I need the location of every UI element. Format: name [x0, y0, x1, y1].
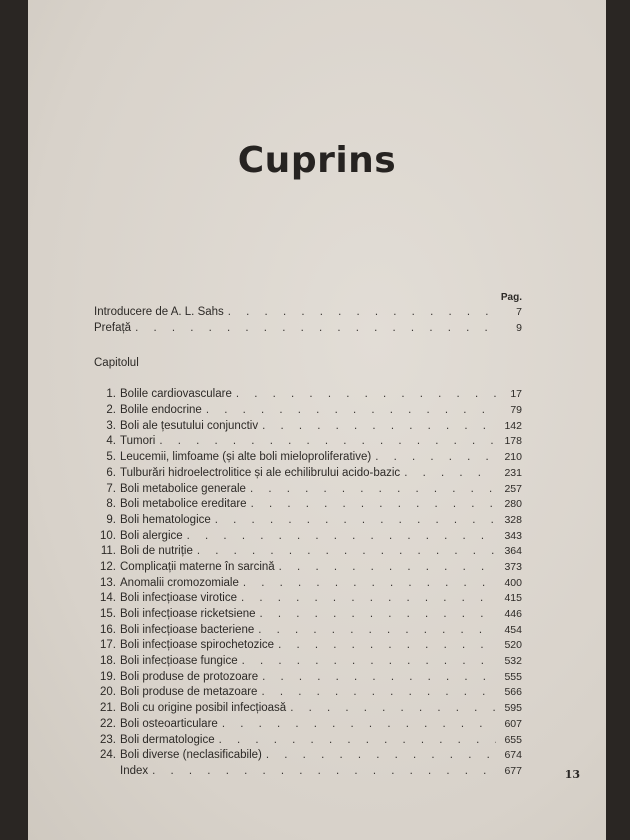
toc-front-entry: [94, 322, 522, 338]
chapter-number: 12.: [100, 560, 116, 573]
leader-dots: [266, 749, 496, 761]
chapter-title: Boli infecțioase virotice: [120, 592, 237, 605]
section-heading: Capitolul: [94, 357, 139, 370]
toc-chapter-entry: [94, 451, 522, 467]
leader-dots: [241, 592, 496, 604]
chapter-page: 415: [504, 592, 522, 605]
toc-chapter-entry: [94, 545, 522, 561]
toc-chapter-entry: [94, 734, 522, 750]
chapter-page: 520: [504, 639, 522, 652]
chapter-title: Tulburări hidroelectrolitice și ale echilibrului acido-bazic: [120, 466, 401, 479]
toc-chapter-entry: [94, 592, 522, 608]
chapter-title: Boli dermatologice: [120, 733, 215, 746]
book-page: [28, 0, 606, 840]
chapter-page: 674: [504, 749, 522, 762]
leader-dots: [243, 577, 496, 589]
leader-dots: [262, 420, 496, 432]
chapter-title: Boli produse de metazoare: [120, 686, 258, 699]
toc-chapter-entry: [94, 655, 522, 671]
toc-chapter-entry: [94, 749, 522, 765]
chapter-page: 142: [504, 419, 522, 432]
page-title: Cuprins: [237, 140, 397, 181]
chapter-number: 11.: [100, 545, 116, 558]
toc-chapter-entry: [94, 702, 522, 718]
leader-dots: [375, 451, 496, 463]
leader-dots: [290, 702, 496, 714]
chapter-page: 555: [504, 670, 522, 683]
toc-chapter-entry: [94, 514, 522, 530]
toc-chapter-entry: [94, 577, 522, 593]
chapter-title: Complicații materne în sarcină: [120, 560, 275, 573]
leader-dots: [219, 734, 496, 746]
chapter-number: 9.: [106, 513, 116, 526]
chapter-page: 79: [510, 404, 522, 417]
chapter-title: Bolile endocrine: [120, 404, 202, 417]
chapter-page: 400: [504, 576, 522, 589]
chapter-page: 607: [504, 717, 522, 730]
chapter-page: 343: [504, 529, 522, 542]
chapter-page: 595: [504, 702, 522, 715]
chapter-title: Boli cu origine posibil infecțioasă: [120, 702, 287, 715]
chapter-title: Anomalii cromozomiale: [120, 576, 239, 589]
leader-dots: [159, 435, 496, 447]
leader-dots: [261, 686, 496, 698]
leader-dots: [258, 624, 496, 636]
leader-dots: [135, 322, 496, 334]
chapter-number: 10.: [100, 529, 116, 542]
toc-chapter-entry: [94, 388, 522, 404]
toc-chapter-entry: [94, 420, 522, 436]
toc-chapter-entry: [94, 498, 522, 514]
chapter-number: 13.: [100, 576, 116, 589]
chapter-title: Boli osteoarticulare: [120, 717, 218, 730]
leader-dots: [222, 718, 496, 730]
chapter-number: 1.: [106, 388, 116, 401]
chapter-title: Boli metabolice generale: [120, 482, 246, 495]
chapter-title: Boli infecțioase ricketsiene: [120, 608, 256, 620]
chapter-number: 15.: [100, 608, 116, 620]
chapter-number: 21.: [100, 702, 116, 715]
chapter-number: 18.: [100, 655, 116, 668]
toc-chapter-entry: [94, 718, 522, 734]
leader-dots: [251, 498, 496, 510]
chapter-title: Leucemii, limfoame (și alte boli mieloproliferative): [120, 451, 372, 464]
leader-dots: [215, 514, 496, 526]
page-number: 13: [564, 768, 580, 781]
chapter-title: Boli alergice: [120, 529, 183, 542]
chapter-page: 231: [504, 466, 522, 479]
chapter-title: Boli infecțioase bacteriene: [120, 623, 255, 636]
chapter-page: 566: [504, 686, 522, 699]
chapter-number: 14.: [100, 592, 116, 605]
toc-chapter-entry: [94, 765, 522, 781]
chapter-page: 532: [504, 655, 522, 668]
chapter-number: 7.: [106, 482, 116, 495]
toc-chapter-entry: [94, 435, 522, 451]
chapter-number: 6.: [106, 466, 116, 479]
toc-chapter-entry: [94, 671, 522, 687]
chapter-page: 364: [504, 545, 522, 558]
chapter-page: 373: [504, 560, 522, 573]
chapter-title: Boli produse de protozoare: [120, 670, 259, 683]
leader-dots: [152, 765, 496, 777]
toc-chapter-entry: [94, 404, 522, 420]
chapter-number: 16.: [100, 623, 116, 636]
toc-chapter-entry: [94, 467, 522, 483]
toc-front-entry: [94, 306, 522, 322]
toc-chapter-entry: [94, 608, 522, 624]
leader-dots: [236, 388, 496, 400]
leader-dots: [260, 608, 496, 620]
chapter-title: Boli ale țesutului conjunctiv: [120, 419, 259, 432]
chapter-number: 24.: [100, 749, 116, 762]
chapter-page: 280: [504, 498, 522, 511]
toc-chapter-entry: [94, 686, 522, 702]
toc-entry-label: Prefață: [94, 321, 132, 334]
leader-dots: [206, 404, 496, 416]
chapter-list: [94, 388, 522, 780]
leader-dots: [279, 561, 496, 573]
toc-chapter-entry: [94, 561, 522, 577]
chapter-page: 257: [504, 482, 522, 495]
leader-dots: [404, 467, 496, 479]
page-column-header: Pag.: [500, 292, 522, 303]
chapter-number: 22.: [100, 717, 116, 730]
toc-entry-page: 7: [516, 306, 522, 318]
chapter-number: 2.: [106, 404, 116, 417]
toc-chapter-entry: [94, 639, 522, 655]
chapter-page: 210: [504, 451, 522, 464]
chapter-title: Bolile cardiovasculare: [120, 388, 232, 401]
leader-dots: [278, 639, 496, 651]
chapter-title: Tumori: [120, 435, 156, 448]
chapter-page: 446: [504, 608, 522, 620]
chapter-page: 454: [504, 623, 522, 636]
chapter-page: 17: [510, 388, 522, 401]
chapter-number: 23.: [100, 733, 116, 746]
toc-chapter-entry: [94, 530, 522, 546]
chapter-number: 17.: [100, 639, 116, 652]
chapter-number: 3.: [106, 419, 116, 432]
chapter-number: 5.: [106, 451, 116, 464]
chapter-title: Boli infecțioase spirochetozice: [120, 639, 275, 652]
chapter-title: Boli diverse (neclasificabile): [120, 749, 262, 762]
toc-chapter-entry: [94, 483, 522, 499]
chapter-number: 8.: [106, 498, 116, 511]
chapter-title: Boli infecțioase fungice: [120, 655, 238, 668]
chapter-number: 20.: [100, 686, 116, 699]
chapter-title: Boli de nutriție: [120, 545, 193, 558]
chapter-title: Boli metabolice ereditare: [120, 498, 247, 511]
chapter-page: 655: [504, 733, 522, 746]
chapter-number: 19.: [100, 670, 116, 683]
leader-dots: [250, 483, 496, 495]
toc-chapter-entry: [94, 624, 522, 640]
table-of-contents: [94, 292, 522, 781]
toc-entry-page: 9: [516, 321, 522, 334]
leader-dots: [197, 545, 496, 557]
chapter-page: 328: [504, 513, 522, 526]
leader-dots: [262, 671, 496, 683]
chapter-title: Index: [120, 764, 149, 777]
chapter-page: 677: [504, 764, 522, 777]
leader-dots: [187, 530, 496, 542]
chapter-number: 4.: [106, 435, 116, 448]
leader-dots: [228, 306, 496, 318]
chapter-title: Boli hematologice: [120, 513, 211, 526]
toc-entry-label: Introducere de A. L. Sahs: [94, 306, 224, 318]
leader-dots: [242, 655, 496, 667]
chapter-page: 178: [504, 435, 522, 448]
